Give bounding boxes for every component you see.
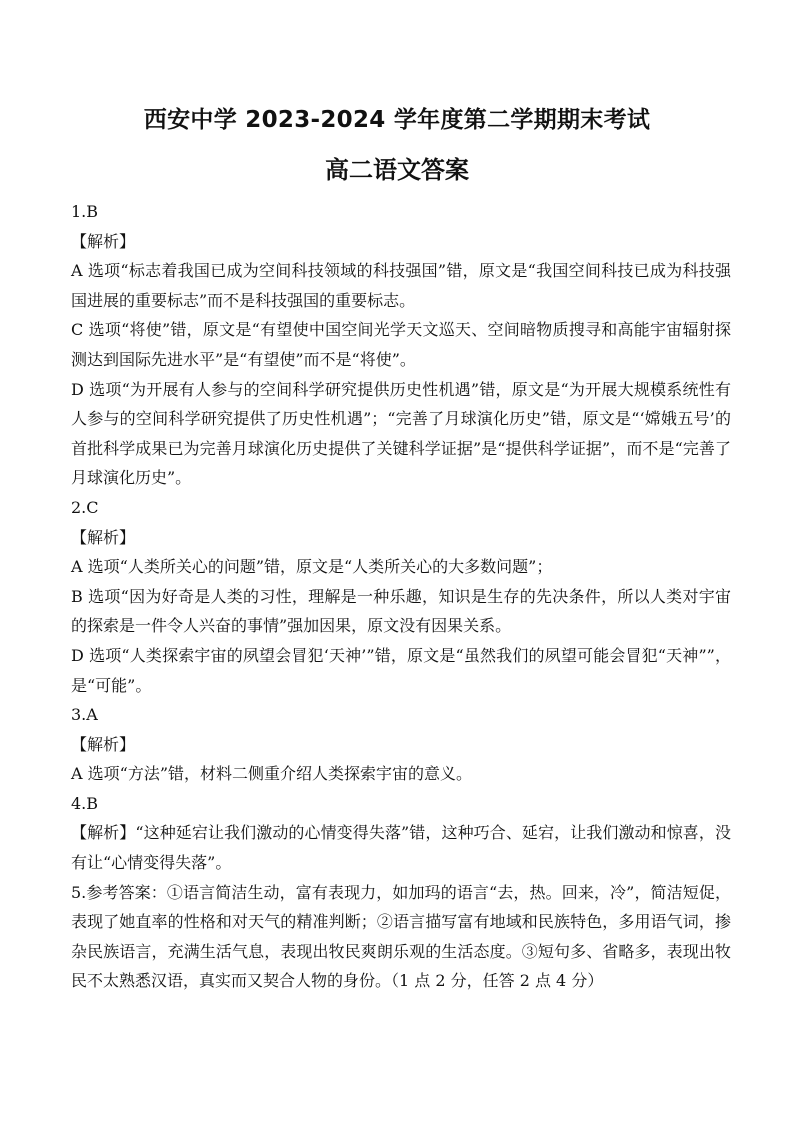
- analysis-paragraph: D 选项“为开展有人参与的空间科学研究提供历史性机遇”错，原文是“为开展大规模系统性有人参与的空间科学研究提供了历史性机遇”；“完善了月球演化历史”错，原文是“‘嫦娥五号’的首批科学成果已为完善月球演化历史提供了关键科学证据”是“提供科学证据”，而不是“完善了月球演化历史”。: [71, 379, 731, 488]
- analysis-paragraph: D 选项“人类探索宇宙的夙望会冒犯‘天神’”错，原文是“虽然我们的夙望可能会冒犯“天神””，是“可能”。: [71, 645, 731, 695]
- analysis-paragraph: C 选项“将使”错，原文是“有望使中国空间光学天文巡天、空间暗物质搜寻和高能宇宙辐射探测达到国际先进水平”是“有望使”而不是“将使”。: [71, 320, 731, 369]
- document-subtitle: 高二语文答案: [325, 156, 469, 184]
- analysis-heading: 【解析】: [71, 231, 136, 251]
- answer-number: 2.C: [71, 497, 99, 517]
- analysis-paragraph: 【解析】“这种延宕让我们激动的心情变得失落”错，这种巧合、延宕，让我们激动和惊喜，没有让“心情变得失落”。: [71, 823, 731, 873]
- answer-number: 1.B: [71, 202, 99, 221]
- analysis-paragraph: B 选项“因为好奇是人类的习性，理解是一种乐趣，知识是生存的先决条件，所以人类对宇宙的探索是一件令人兴奋的事情”强加因果，原文没有因果关系。: [71, 586, 731, 636]
- analysis-heading: 【解析】: [71, 527, 136, 547]
- answer-number: 3.A: [71, 705, 98, 725]
- analysis-paragraph: A 选项“标志着我国已成为空间科技领域的科技强国”错，原文是“我国空间科技已成为科技强国进展的重要标志”而不是科技强国的重要标志。: [71, 261, 731, 310]
- analysis-paragraph: A 选项“方法”错，材料二侧重介绍人类探索宇宙的意义。: [71, 764, 473, 784]
- document-title: 西安中学 2023-2024 学年度第二学期期末考试: [143, 107, 651, 133]
- analysis-paragraph: A 选项“人类所关心的问题”错，原文是“人类所关心的大多数问题”；: [71, 557, 553, 577]
- answer-number: 4.B: [71, 793, 99, 813]
- analysis-heading: 【解析】: [71, 734, 136, 754]
- reference-answer: 5.参考答案：①语言简洁生动，富有表现力，如加玛的语言“去，热。回来，冷”，简洁短促，表现了她直率的性格和对天气的精准判断；②语言描写富有地域和民族特色，多用语气词，掺杂民族语言，充满生活气息，表现出牧民爽朗乐观的生活态度。③短句多、省略多，表现出牧民不太熟悉汉语，真实而又契合人物的身份。（1 点 2 分，任答 2 点 4 分）: [71, 882, 731, 991]
- answer-body: [71, 197, 731, 996]
